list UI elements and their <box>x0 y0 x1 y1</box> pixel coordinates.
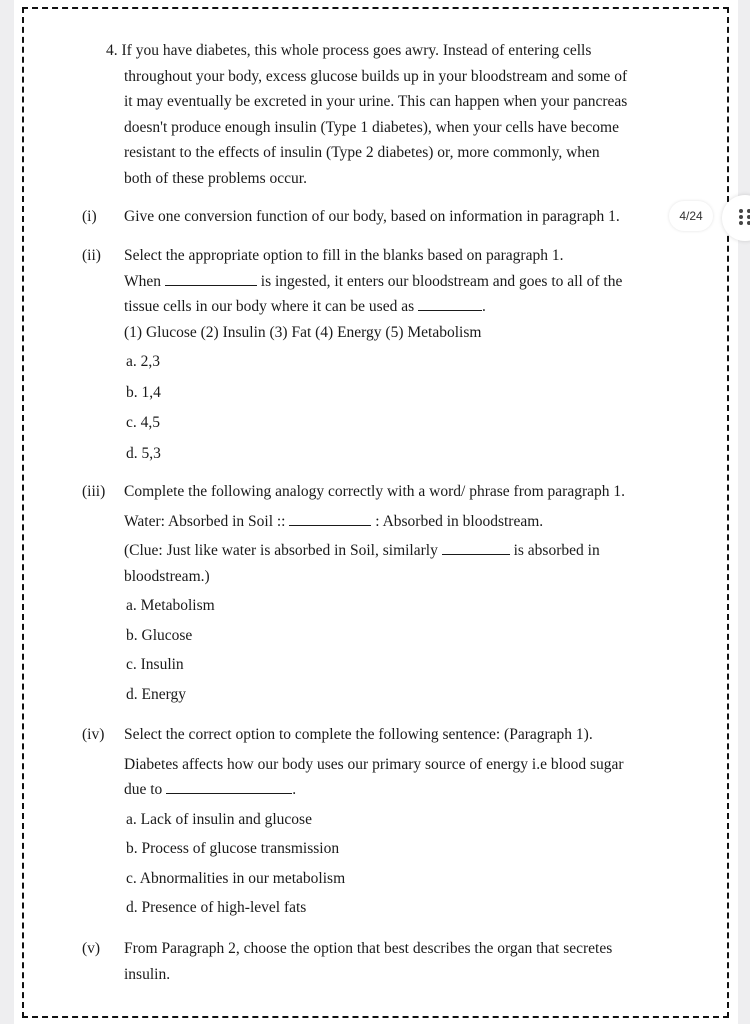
option-a: a. Metabolism <box>126 597 215 614</box>
option-b: b. Glucose <box>126 626 193 644</box>
blank-prefix: When <box>124 272 162 290</box>
question-text: From Paragraph 2, choose the option that best describes the organ that secretes <box>124 940 613 957</box>
blank-suffix: . <box>482 298 486 315</box>
question-number: (iii) <box>82 483 106 500</box>
clue-continuation: bloodstream.) <box>124 567 210 585</box>
blank-prefix: due to <box>124 781 163 798</box>
question-number: (v) <box>82 940 101 957</box>
option-b: b. 1,4 <box>126 383 161 401</box>
fill-blank-line-2 <box>124 294 682 320</box>
page-indicator: 4/24 <box>669 201 713 231</box>
paragraph-4-line-6: both of these problems occur. <box>124 169 307 187</box>
question-text: Select the correct option to complete the following sentence: (Paragraph 1). <box>124 726 593 743</box>
clue-line <box>124 538 682 564</box>
paragraph-4-line-5: resistant to the effects of insulin (Type 2 diabetes) or, more commonly, when <box>124 144 600 161</box>
analogy-line <box>124 509 682 535</box>
option-d: d. Energy <box>126 685 186 703</box>
option-a: a. Lack of insulin and glucose <box>126 810 312 828</box>
question-i <box>82 204 682 230</box>
paragraph-4-line-3: it may eventually be excreted in your urine. This can happen when your pancreas <box>124 93 628 110</box>
blank-suffix: is ingested, it enters our bloodstream and goes to all of the <box>260 272 623 290</box>
option-c: c. 4,5 <box>126 414 161 431</box>
paragraph-text: If you have diabetes, this whole process goes awry. Instead of entering cells <box>121 42 592 59</box>
fill-blank-line-1 <box>124 269 682 295</box>
blank-suffix: . <box>292 781 297 798</box>
clue-suffix: is absorbed in <box>513 542 600 559</box>
option-c: c. Abnormalities in our metabolism <box>126 869 346 887</box>
option-d: d. 5,3 <box>126 444 161 462</box>
option-a: a. 2,3 <box>126 353 161 370</box>
question-text: Select the appropriate option to fill in the blanks based on paragraph 1. <box>124 247 564 264</box>
question-ii <box>82 243 682 466</box>
grid-dots-icon <box>739 209 750 227</box>
analogy-prefix: Water: Absorbed in Soil :: <box>124 512 286 530</box>
question-number: (i) <box>82 208 97 225</box>
question-number: (iv) <box>82 726 105 743</box>
question-v <box>82 936 682 987</box>
blank-prefix: tissue cells in our body where it can be used as <box>124 298 415 315</box>
paragraph-4-line-2: throughout your body, excess glucose builds up in your bloodstream and some of <box>124 67 628 85</box>
paragraph-4-line-4: doesn't produce enough insulin (Type 1 diabetes), when your cells have become <box>124 118 619 136</box>
question-text: Give one conversion function of our body, based on information in paragraph 1. <box>124 208 620 225</box>
analogy-suffix: : Absorbed in bloodstream. <box>375 512 544 530</box>
paragraph-number: 4. <box>106 42 118 59</box>
question-iii <box>82 479 682 707</box>
answer-blank <box>289 511 371 526</box>
option-d: d. Presence of high-level fats <box>126 899 307 916</box>
question-iv <box>82 722 682 921</box>
answer-blank <box>165 271 257 286</box>
answer-blank <box>418 296 482 311</box>
choices-line: (1) Glucose (2) Insulin (3) Fat (4) Energy (5) Metabolism <box>124 323 482 341</box>
answer-blank <box>166 779 292 794</box>
fill-blank-line <box>124 777 682 803</box>
question-text-continued: insulin. <box>124 965 171 983</box>
paragraph-4 <box>106 38 686 191</box>
option-c: c. Insulin <box>126 656 184 673</box>
question-number: (ii) <box>82 247 101 264</box>
option-b: b. Process of glucose transmission <box>126 840 340 857</box>
question-text: Complete the following analogy correctly with a word/ phrase from paragraph 1. <box>124 483 626 500</box>
clue-prefix: (Clue: Just like water is absorbed in Soil, similarly <box>124 542 438 559</box>
question-text-continued: Diabetes affects how our body uses our primary source of energy i.e blood sugar <box>124 755 624 773</box>
answer-blank <box>442 540 510 555</box>
paragraph-4-line-1 <box>106 38 686 64</box>
